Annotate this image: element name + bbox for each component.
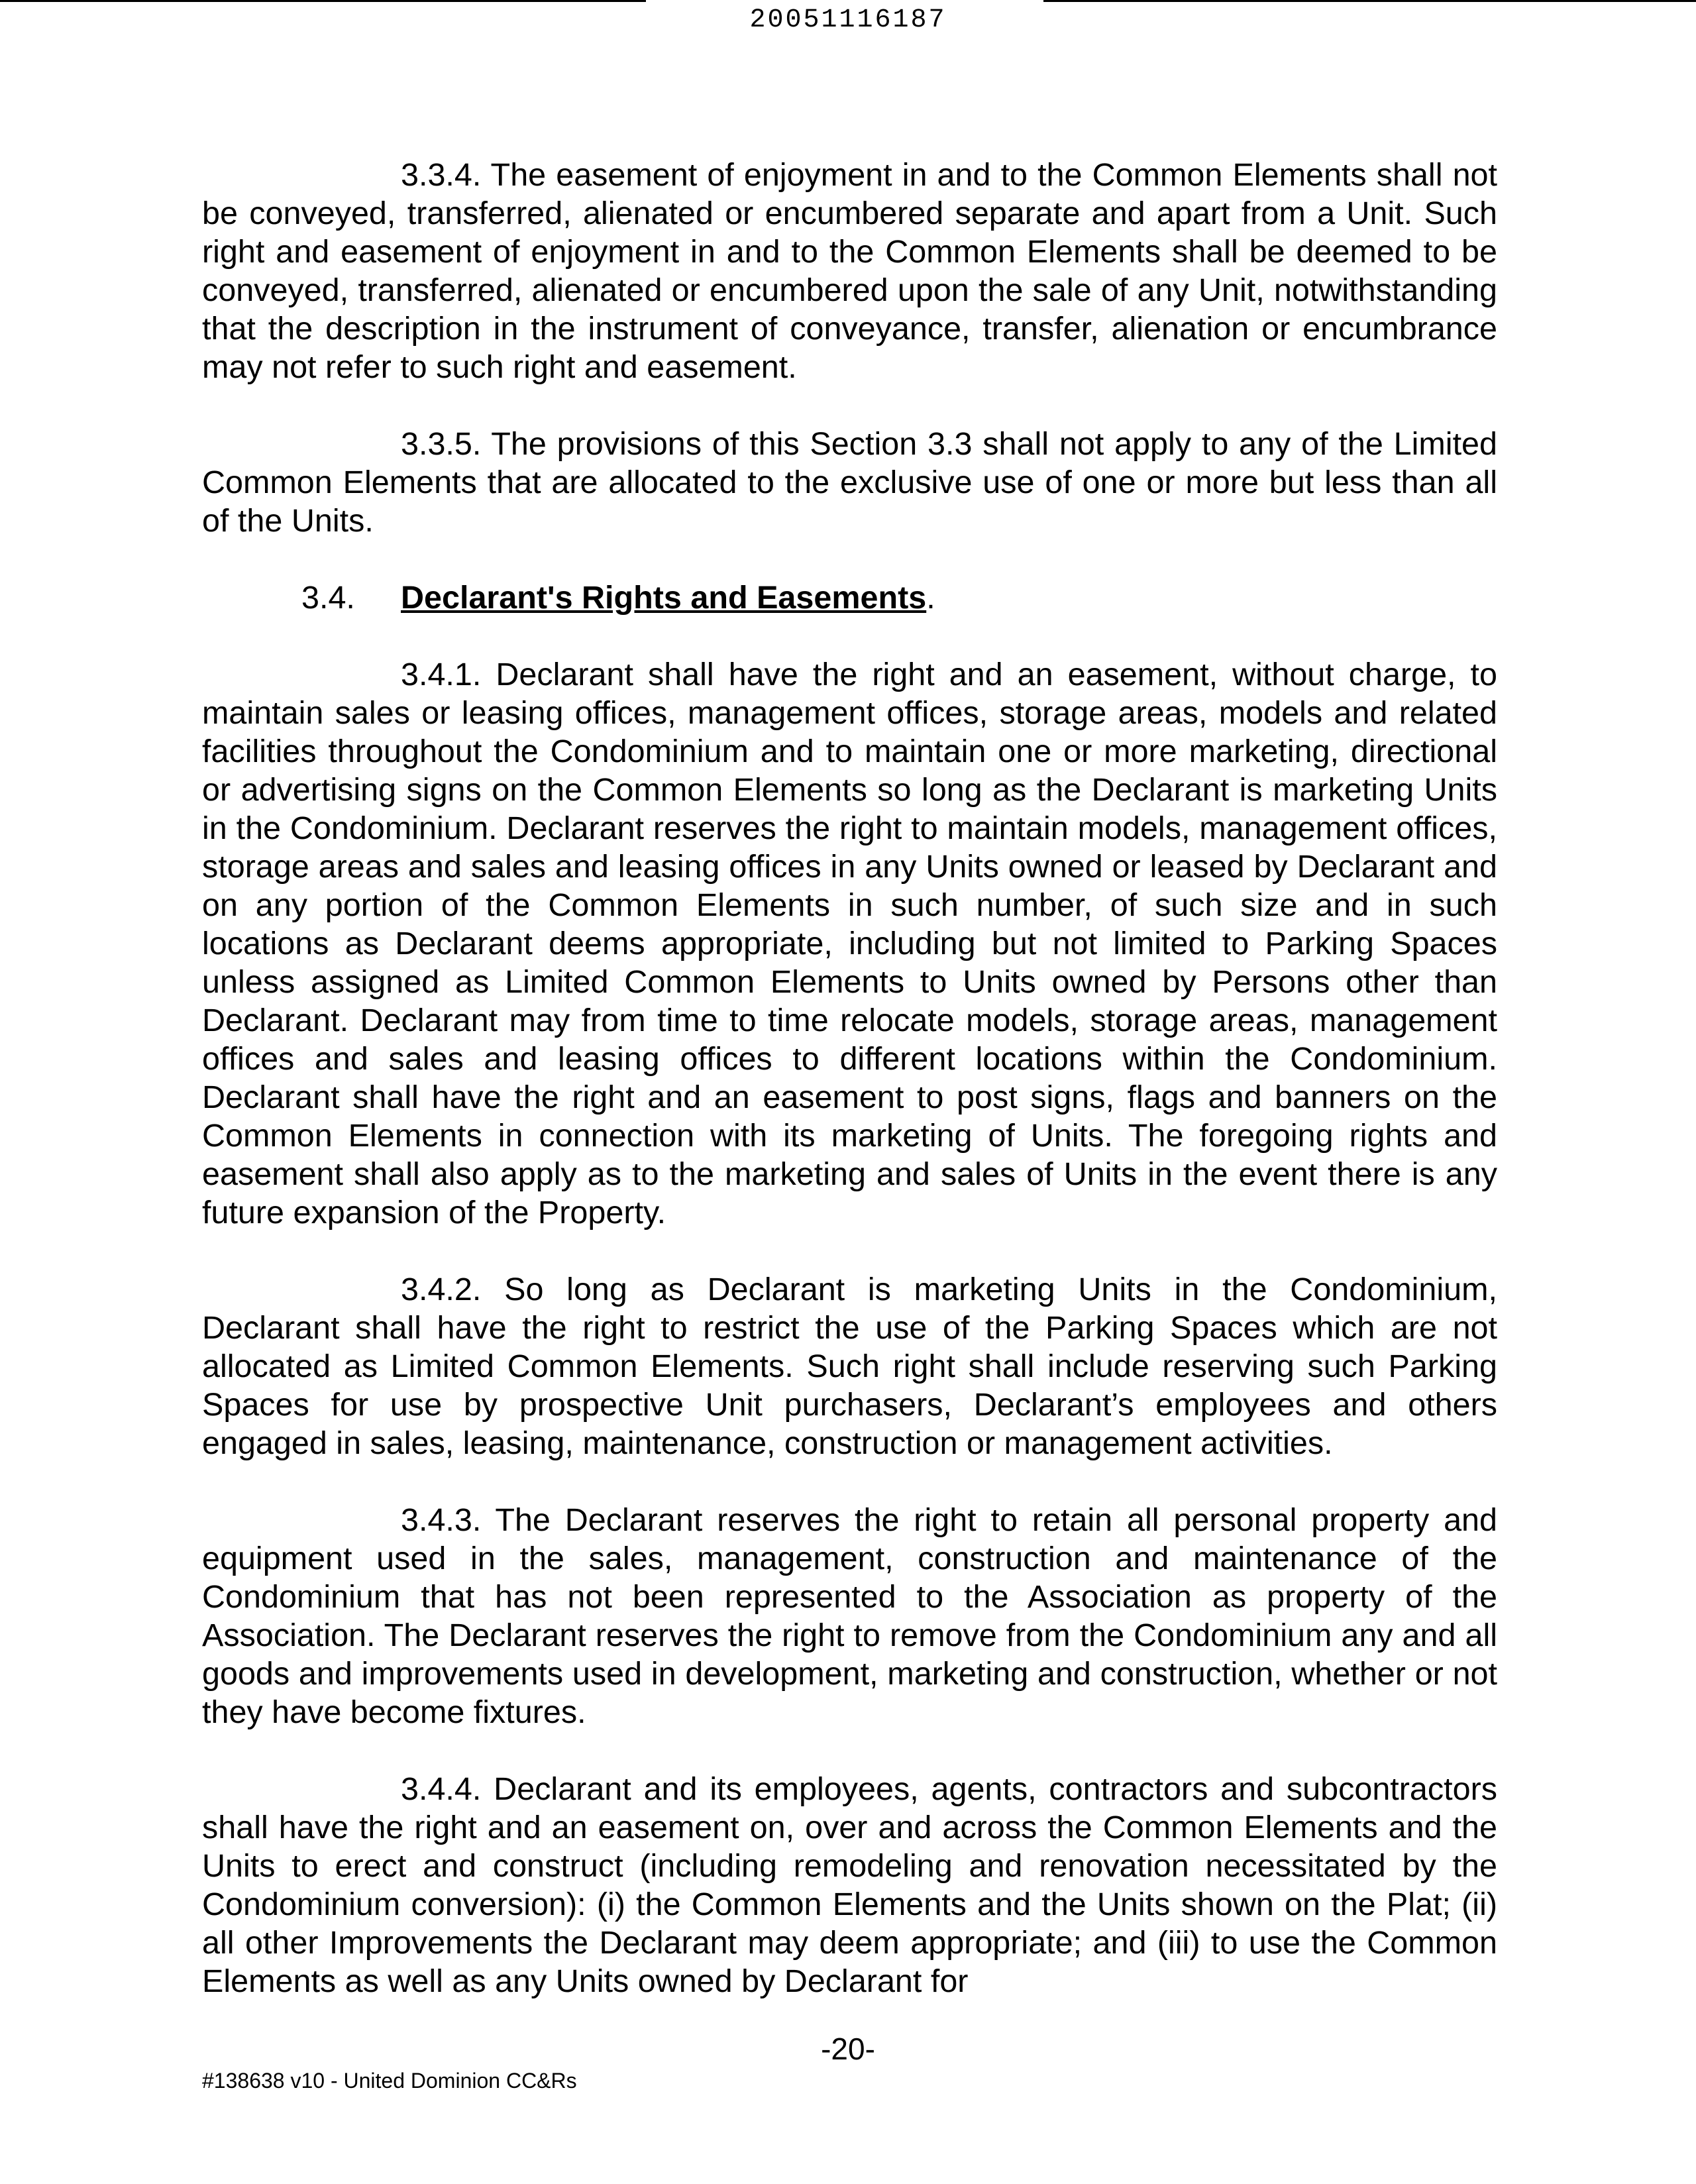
paragraph-3-4-1: 3.4.1. Declarant shall have the right and an easement, without charge, to maintain sales or leasing offices, management offices, storage areas, models and related facilities throughout the Condominium and to maintain one or more marketing, directional or advertising signs on the Common Elements so long as the Declarant is marketing Units in the Condominium. Declarant reserves the right to maintain models, management offices, storage areas and sales and leasing offices in any Units owned or leased by Declarant and on any portion of the Common Elements in such number, of such size and in such locations as Declarant deems appropriate, including but not limited to Parking Spaces unless assigned as Limited Common Elements to Units owned by Persons other than Declarant. Declarant may from time to time relocate models, storage areas, management offices and sales and leasing offices to different locations within the Condominium. Declarant shall have the right and an easement to post signs, flags and banners on the Common Elements in connection with its marketing of Units. The foregoing rights and easement shall also apply as to the marketing and sales of Units in the event there is any future expansion of the Property. xyxy=(202,657,1497,1230)
page-body xyxy=(202,156,1497,2039)
section-heading-3-4 xyxy=(202,578,1497,617)
paragraph-3-4-4: 3.4.4. Declarant and its employees, agents, contractors and subcontractors shall have the right and an easement on, over and across the Common Elements and the Units to erect and construct (including remodeling and renovation necessitated by the Condominium conversion): (i) the Common Elements and the Units shown on the Plat; (ii) all other Improvements the Declarant may deem appropriate; and (iii) to use the Common Elements as well as any Units owned by Declarant for xyxy=(202,1771,1497,1999)
section-number: 3.4. xyxy=(301,580,355,616)
header-rule-right xyxy=(1043,0,1696,2)
footer-document-id: #138638 v10 - United Dominion CC&Rs xyxy=(202,2069,577,2093)
header-rule-left xyxy=(0,0,646,2)
section-title-period: . xyxy=(926,580,935,616)
paragraph-3-4-2: 3.4.2. So long as Declarant is marketing Units in the Condominium, Declarant shall have the right to restrict the use of the Parking Spaces which are not allocated as Limited Common Elements. Such right shall include reserving such Parking Spaces for use by prospective Unit purchasers, Declarant’s employees and others engaged in sales, leasing, maintenance, construction or management activities. xyxy=(202,1272,1497,1461)
section-title: Declarant's Rights and Easements xyxy=(401,580,927,616)
page-number: -20- xyxy=(821,2032,875,2066)
paragraph-3-3-4: 3.3.4. The easement of enjoyment in and to the Common Elements shall not be conveyed, transferred, alienated or encumbered separate and apart from a Unit. Such right and easement of enjoyment in and to the Common Elements shall be deemed to be conveyed, transferred, alienated or encumbered upon the sale of any Unit, notwithstanding that the description in the instrument of conveyance, transfer, alienation or encumbrance may not refer to such right and easement. xyxy=(202,157,1497,385)
document-number: 20051116187 xyxy=(749,5,947,35)
paragraph-3-3-5: 3.3.5. The provisions of this Section 3.3 shall not apply to any of the Limited Common Elements that are allocated to the exclusive use of one or more but less than all of the Units. xyxy=(202,426,1497,539)
paragraph-3-4-3: 3.4.3. The Declarant reserves the right to retain all personal property and equipment used in the sales, management, construction and maintenance of the Condominium that has not been represented to the Association as property of the Association. The Declarant reserves the right to remove from the Condominium any and all goods and improvements used in development, marketing and construction, whether or not they have become fixtures. xyxy=(202,1502,1497,1730)
